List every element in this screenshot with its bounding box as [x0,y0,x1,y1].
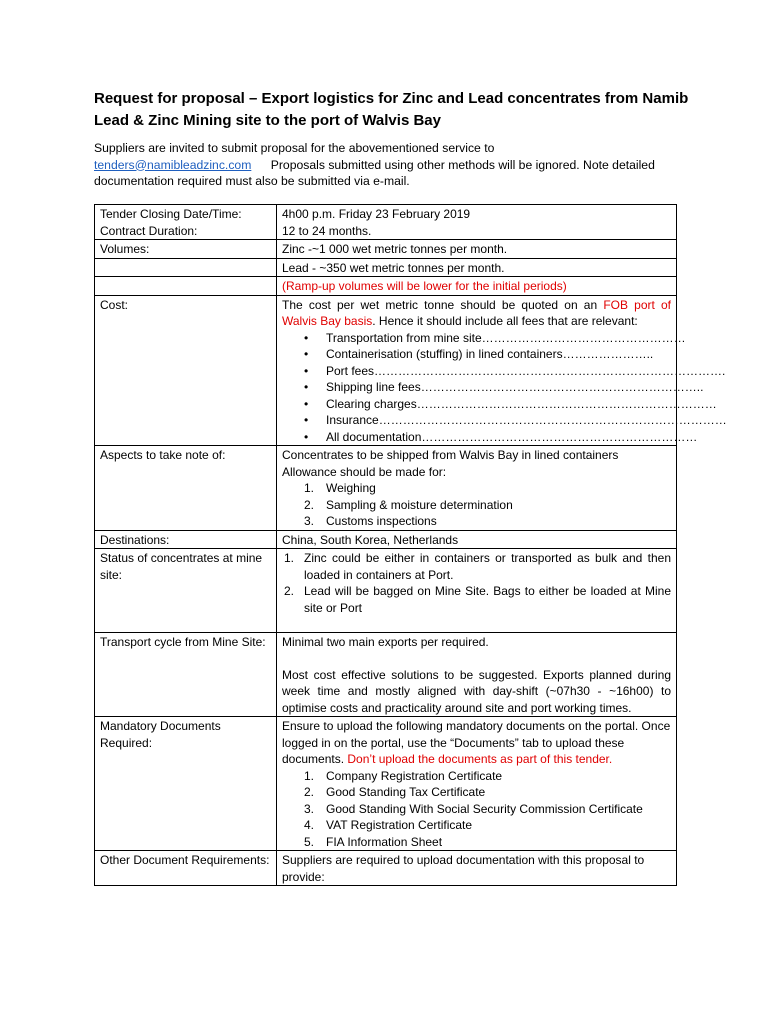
table-row [95,446,677,531]
volume-zinc: Zinc -~1 000 wet metric tonnes per month. [277,240,677,259]
closing-label: Tender Closing Date/Time: [100,207,242,221]
list-item: 2. Sampling & moisture determination [304,497,513,512]
mandatory-list [282,768,671,851]
aspects-line-2: Allowance should be made for: [282,464,447,479]
table-row [95,240,677,259]
list-item: • Transportation from mine site…………………………………………… [326,330,671,347]
list-item: • Shipping line fees…………………………………………………………….. [326,379,671,396]
row-label: Destinations: [95,530,277,549]
row-label: Transport cycle from Mine Site: [95,633,277,717]
table-row [95,633,677,717]
table-row [95,717,677,851]
list-item: • Clearing charges………………………………………………………………… [326,396,671,413]
table-row [95,295,677,446]
intro-text: Suppliers are invited to submit proposal for the abovementioned service to [94,141,495,155]
page-title: Request for proposal – Export logistics for Zinc and Lead concentrates from Namib Lead & Zinc Mining site to the port of Walvis Bay [94,90,689,129]
duration-value: 12 to 24 months. [282,223,372,238]
volume-note: (Ramp-up volumes will be lower for the initial periods) [277,277,677,296]
cost-list [282,330,727,446]
row-label-empty [95,277,277,296]
mandatory-warning: Don’t upload the documents as part of this tender. [347,752,613,766]
row-label: Status of concentrates at mine site: [95,549,277,633]
table-row [95,205,677,240]
table-row [95,851,677,886]
list-item: • Port fees……………………………………………………………………………. [326,363,671,380]
row-label: Other Document Requirements: [95,851,277,886]
row-label: Mandatory Documents Required: [95,717,277,851]
row-value [277,295,727,446]
duration-label: Contract Duration: [100,223,198,238]
list-item: 3. Customs inspections [304,514,437,528]
table-row [95,530,677,549]
row-value [277,205,677,240]
cost-text-highlight: FOB port of Walvis Bay basis [282,297,671,328]
table-row [95,277,677,296]
destinations-value: China, South Korea, Netherlands [277,530,677,549]
volume-lead: Lead - ~350 wet metric tonnes per month. [277,258,677,277]
list-item: 5. FIA Information Sheet [304,834,443,849]
table-row [95,258,677,277]
list-item: • Containerisation (stuffing) in lined containers………………….. [326,346,671,363]
intro-paragraph [94,140,684,190]
row-label [95,205,277,240]
list-item: 1. Weighing [304,481,376,495]
closing-value: 4h00 p.m. Friday 23 February 2019 [282,207,471,221]
aspects-line-1: Concentrates to be shipped from Walvis Bay in lined containers [282,448,619,462]
transport-para-2: Most cost effective solutions to be suggested. Exports planned during week time and mostly aligned with day-shift (~07h30 - ~16h00) to optimise costs and practicality around site and port working times. [282,667,671,715]
transport-para-1: Minimal two main exports per required. [282,635,489,649]
list-item: • All documentation…………………………………………………………… [326,429,671,446]
row-value [277,549,677,633]
row-label: Cost: [95,295,277,446]
list-item: 4. VAT Registration Certificate [304,818,473,832]
list-item: 2. Good Standing Tax Certificate [304,785,486,799]
row-label: Aspects to take note of: [95,446,277,531]
row-label: Volumes: [95,240,277,259]
list-item: 3. Good Standing With Social Security Commission Certificate [304,801,643,816]
cost-text-a: The cost per wet metric tonne should be quoted on an [282,297,598,312]
list-item: • Insurance…………………………………………………………………………… [326,412,671,429]
mandatory-text: Ensure to upload the following mandatory documents on the portal. Once logged in on the portal, use the “Documents” tab to upload these documents. Don’t upload the documents as part of this tender. [282,719,671,766]
requirements-table [94,204,727,886]
list-item: 1. Zinc could be either in containers or transported as bulk and then loaded in containers at Port. [284,551,671,582]
email-link[interactable]: tenders@namibleadzinc.com [94,157,252,172]
intro-text-2: Proposals submitted using other methods will be ignored. Note detailed documentation required must also be submitted via e-mail. [94,157,655,188]
row-value [277,717,677,851]
list-item: 2. Lead will be bagged on Mine Site. Bags to either be loaded at Mine site or Port [284,584,671,615]
row-label-empty [95,258,277,277]
cost-text-b: . Hence it should include all fees that are relevant: [372,314,638,328]
aspects-list [282,480,671,530]
table-row [95,549,677,633]
status-list [282,550,671,616]
other-value: Suppliers are required to upload documentation with this proposal to provide: [277,851,677,886]
list-item: 1. Company Registration Certificate [304,768,503,783]
cost-text [282,297,671,330]
row-value [277,633,677,717]
row-value [277,446,677,531]
